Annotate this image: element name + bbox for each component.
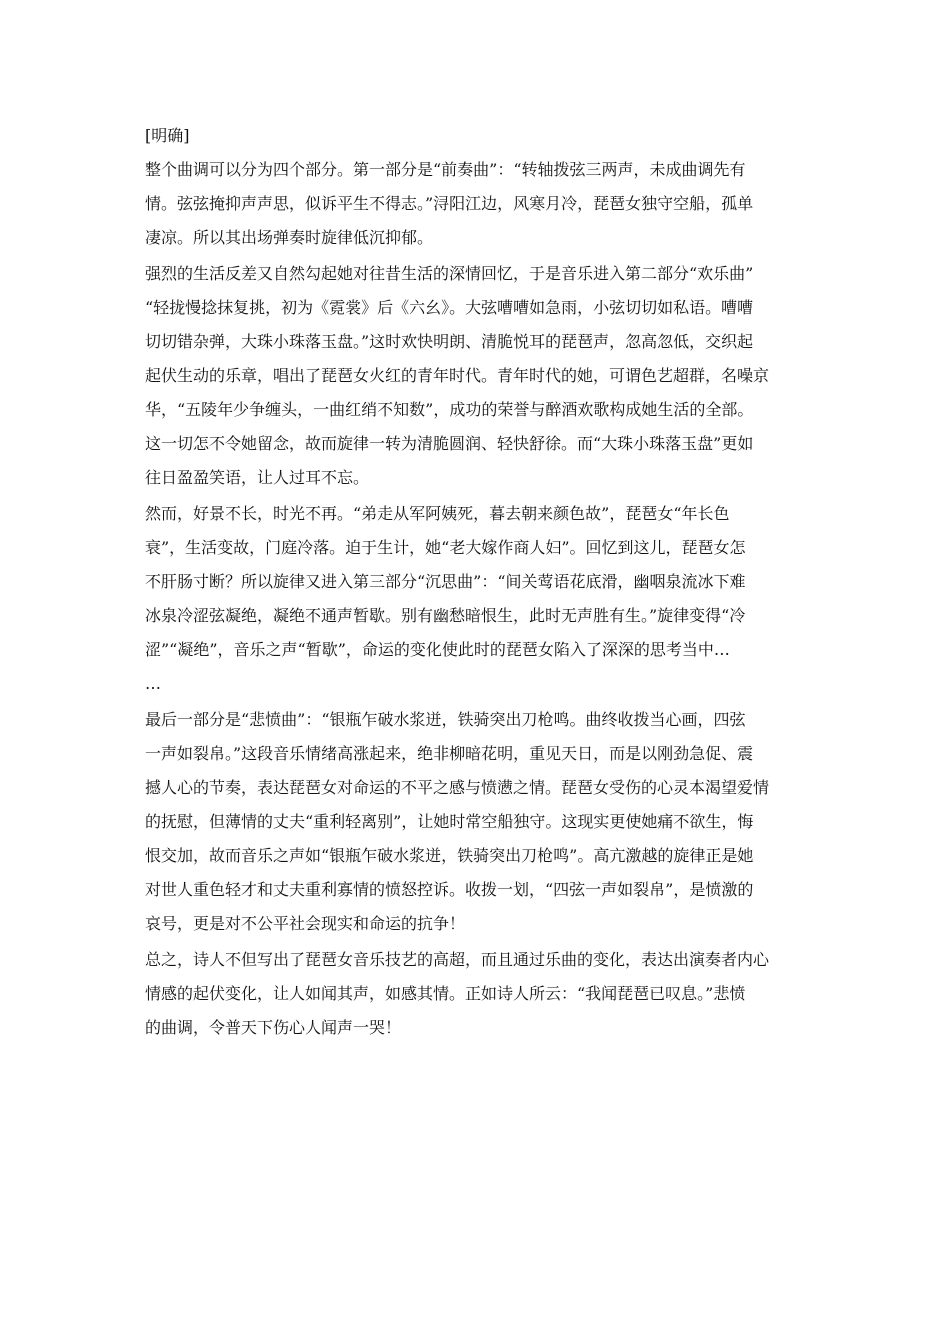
text-line: 强烈的生活反差又自然勾起她对往昔生活的深情回忆，于是音乐进入第二部分“欢乐曲”: [145, 264, 754, 283]
text-line: 不肝肠寸断？所以旋律又进入第三部分“沉思曲”：“间关莺语花底滑，幽咽泉流冰下难: [145, 572, 746, 591]
text-line: 往日盈盈笑语，让人过耳不忘。: [145, 468, 370, 487]
text-line: 整个曲调可以分为四个部分。第一部分是“前奏曲”：“转轴拨弦三两声，未成曲调先有: [145, 160, 746, 179]
text-line: 最后一部分是“悲愤曲”：“银瓶乍破水浆迸，铁骑突出刀枪鸣。曲终收拨当心画，四弦: [145, 710, 746, 729]
text-line: 情感的起伏变化，让人如闻其声，如感其情。正如诗人所云：“我闻琵琶已叹息。”悲愤: [145, 984, 746, 1003]
paragraph: [145, 497, 809, 701]
text-line: 衰”，生活变故，门庭冷落。迫于生计，她“老大嫁作商人妇”。回忆到这儿，琵琶女怎: [145, 538, 746, 557]
text-line: …: [145, 674, 161, 693]
text-line: 的曲调，令普天下伤心人闻声一哭！: [145, 1018, 402, 1037]
paragraph: [145, 257, 809, 495]
text-line: 这一切怎不令她留念，故而旋律一转为清脆圆润、轻快舒徐。而“大珠小珠落玉盘”更如: [145, 434, 754, 453]
text-line: 涩”“凝绝”，音乐之声“暂歇”，命运的变化使此时的琵琶女陷入了深深的思考当中…: [145, 640, 730, 659]
text-line: 撼人心的节奏，表达琵琶女对命运的不平之感与愤懑之情。琵琶女受伤的心灵本渴望爱情: [145, 778, 770, 797]
text-line: 华，“五陵年少争缠头，一曲红绡不知数”，成功的荣誉与醉酒欢歌构成她生活的全部。: [145, 400, 754, 419]
text-line: 哀号，更是对不公平社会现实和命运的抗争！: [145, 914, 466, 933]
text-line: 凄凉。所以其出场弹奏时旋律低沉抑郁。: [145, 228, 434, 247]
text-line: 然而，好景不长，时光不再。“弟走从军阿姨死，暮去朝来颜色故”，琵琶女“年长色: [145, 504, 730, 523]
text-line: 情。弦弦掩抑声声思，似诉平生不得志。”浔阳江边，风寒月冷，琵琶女独守空船，孤单: [145, 194, 754, 213]
text-line: 起伏生动的乐章，唱出了琵琶女火红的青年时代。青年时代的她，可谓色艺超群，名噪京: [145, 366, 770, 385]
section-header: [明确]: [145, 126, 190, 145]
document-body: [145, 153, 809, 1045]
document-page: [145, 119, 809, 1045]
text-line: 一声如裂帛。”这段音乐情绪高涨起来，绝非柳暗花明，重见天日，而是以刚劲急促、震: [145, 744, 754, 763]
paragraph: [145, 153, 809, 255]
text-line: 冰泉冷涩弦凝绝，凝绝不通声暂歇。别有幽愁暗恨生，此时无声胜有生。”旋律变得“冷: [145, 606, 746, 625]
paragraph: [145, 943, 809, 1045]
text-line: 恨交加，故而音乐之声如“银瓶乍破水浆迸，铁骑突出刀枪鸣”。高亢激越的旋律正是她: [145, 846, 754, 865]
text-line: 总之，诗人不但写出了琵琶女音乐技艺的高超，而且通过乐曲的变化，表达出演奏者内心: [145, 950, 770, 969]
text-line: 切切错杂弹，大珠小珠落玉盘。”这时欢快明朗、清脆悦耳的琵琶声，忽高忽低，交织起: [145, 332, 754, 351]
text-line: “轻拢慢捻抹复挑，初为《霓裳》后《六幺》。大弦嘈嘈如急雨，小弦切切如私语。嘈嘈: [145, 298, 754, 317]
text-line: 对世人重色轻才和丈夫重利寡情的愤怒控诉。收拨一划，“四弦一声如裂帛”，是愤激的: [145, 880, 754, 899]
paragraph: [145, 703, 809, 941]
text-line: 的抚慰，但薄情的丈夫“重利轻离别”，让她时常空船独守。这现实更使她痛不欲生，悔: [145, 812, 754, 831]
